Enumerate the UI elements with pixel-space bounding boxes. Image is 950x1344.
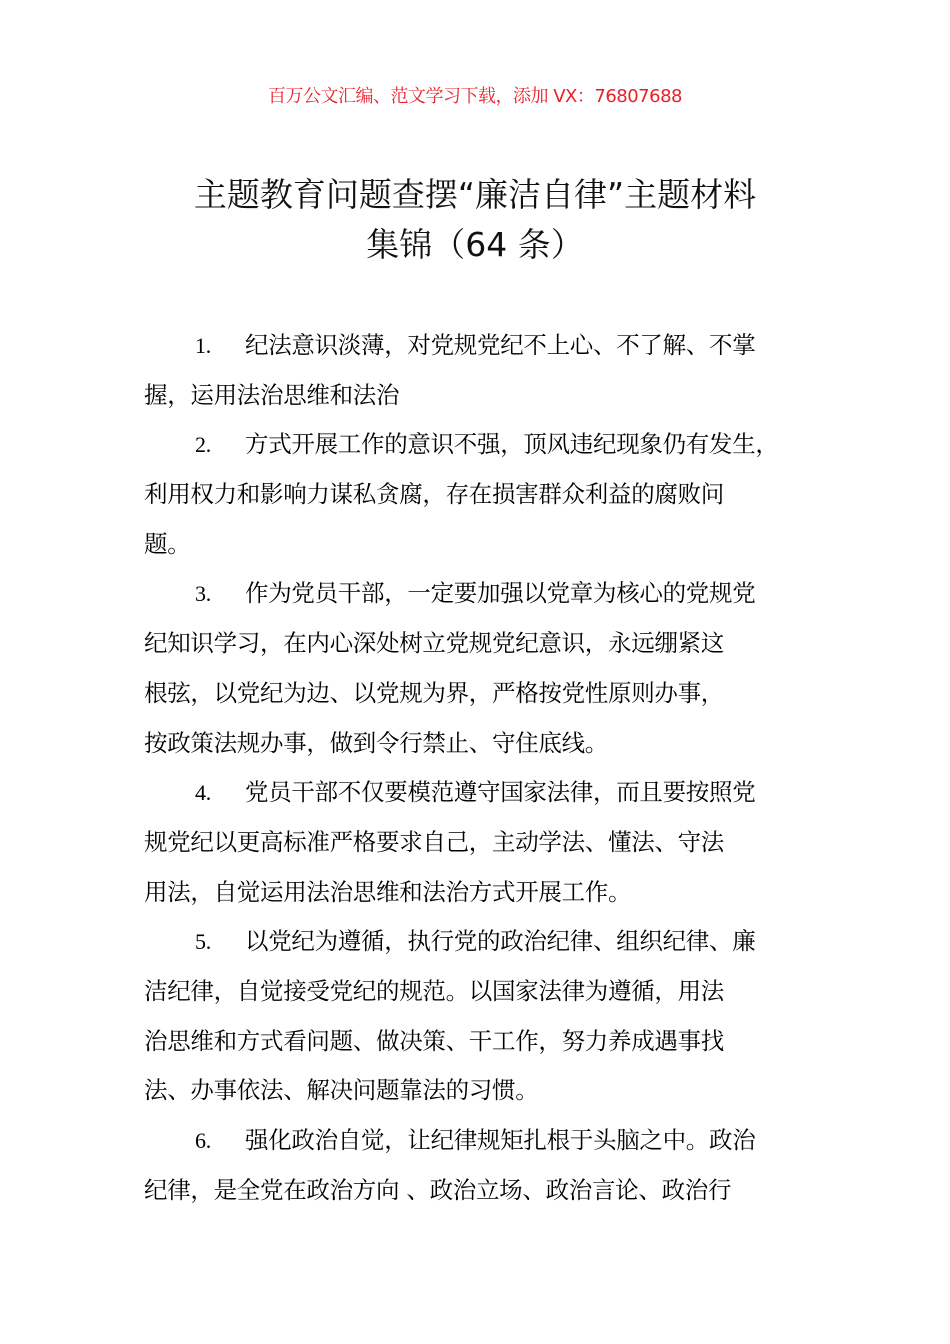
item-text: 纪法意识淡薄，对党规党纪不上心、不了解、不掌 bbox=[245, 331, 756, 359]
text-line bbox=[144, 371, 844, 421]
item-number: 4. bbox=[195, 780, 211, 806]
document-title bbox=[0, 170, 950, 270]
item-text: 法、办事依法、解决问题靠法的习惯。 bbox=[144, 1076, 539, 1105]
title-line-1: 主题教育问题查摆“廉洁自律”主题材料 bbox=[193, 175, 757, 214]
item-text: 纪律，是全党在政治方向 、政治立场、政治言论、政治行 bbox=[144, 1175, 732, 1204]
text-line bbox=[144, 321, 844, 371]
item-text: 根弦，以党纪为边、以党规为界，严格按党性原则办事， bbox=[144, 678, 724, 707]
list-item bbox=[144, 569, 844, 768]
text-line bbox=[144, 818, 844, 868]
item-text: 强化政治自觉，让纪律规矩扎根于头脑之中。政治 bbox=[245, 1126, 756, 1154]
item-text: 用法，自觉运用法治思维和法治方式开展工作。 bbox=[144, 877, 632, 906]
item-text: 以党纪为遵循，执行党的政治纪律、组织纪律、廉 bbox=[245, 927, 756, 956]
list-item bbox=[144, 768, 844, 917]
item-number: 5. bbox=[195, 929, 211, 955]
item-number: 2. bbox=[195, 432, 211, 458]
text-line bbox=[144, 1017, 844, 1067]
item-text: 题。 bbox=[144, 529, 191, 558]
title-line-2: 集锦（64 条） bbox=[366, 225, 584, 264]
text-line bbox=[144, 719, 844, 769]
text-line bbox=[144, 1066, 844, 1116]
list-item bbox=[144, 321, 844, 420]
item-number: 3. bbox=[195, 581, 211, 607]
text-line bbox=[144, 967, 844, 1017]
text-line bbox=[144, 619, 844, 669]
item-text: 治思维和方式看问题、做决策、干工作，努力养成遇事找 bbox=[144, 1026, 724, 1055]
item-text: 洁纪律，自觉接受党纪的规范。以国家法律为遵循，用法 bbox=[144, 976, 724, 1005]
item-text: 按政策法规办事，做到令行禁止、守住底线。 bbox=[144, 728, 608, 757]
item-number: 6. bbox=[195, 1128, 211, 1153]
document-body bbox=[144, 321, 844, 1215]
text-line bbox=[144, 669, 844, 719]
item-text: 方式开展工作的意识不强，顶风违纪现象仍有发生， bbox=[245, 430, 779, 459]
text-line bbox=[144, 569, 844, 619]
item-text: 利用权力和影响力谋私贪腐，存在损害群众利益的腐败问 bbox=[144, 480, 724, 509]
list-item bbox=[144, 420, 844, 569]
item-text: 纪知识学习，在内心深处树立党规党纪意识，永远绷紧这 bbox=[144, 629, 724, 658]
text-line bbox=[144, 868, 844, 918]
item-number: 1. bbox=[195, 333, 211, 358]
text-line bbox=[144, 917, 844, 967]
list-item bbox=[144, 917, 844, 1116]
text-line bbox=[144, 1116, 844, 1166]
list-item bbox=[144, 1116, 844, 1215]
text-line bbox=[144, 420, 844, 470]
item-text: 握，运用法治思维和法治 bbox=[144, 380, 400, 409]
text-line bbox=[144, 768, 844, 818]
text-line bbox=[144, 1166, 844, 1216]
item-text: 党员干部不仅要模范遵守国家法律，而且要按照党 bbox=[245, 778, 756, 807]
watermark-header: 百万公文汇编、范文学习下载，添加 VX：76807688 bbox=[268, 86, 682, 107]
text-line bbox=[144, 520, 844, 570]
item-text: 规党纪以更高标准严格要求自己，主动学法、懂法、守法 bbox=[144, 827, 724, 856]
item-text: 作为党员干部，一定要加强以党章为核心的党规党 bbox=[245, 579, 756, 608]
text-line bbox=[144, 470, 844, 520]
